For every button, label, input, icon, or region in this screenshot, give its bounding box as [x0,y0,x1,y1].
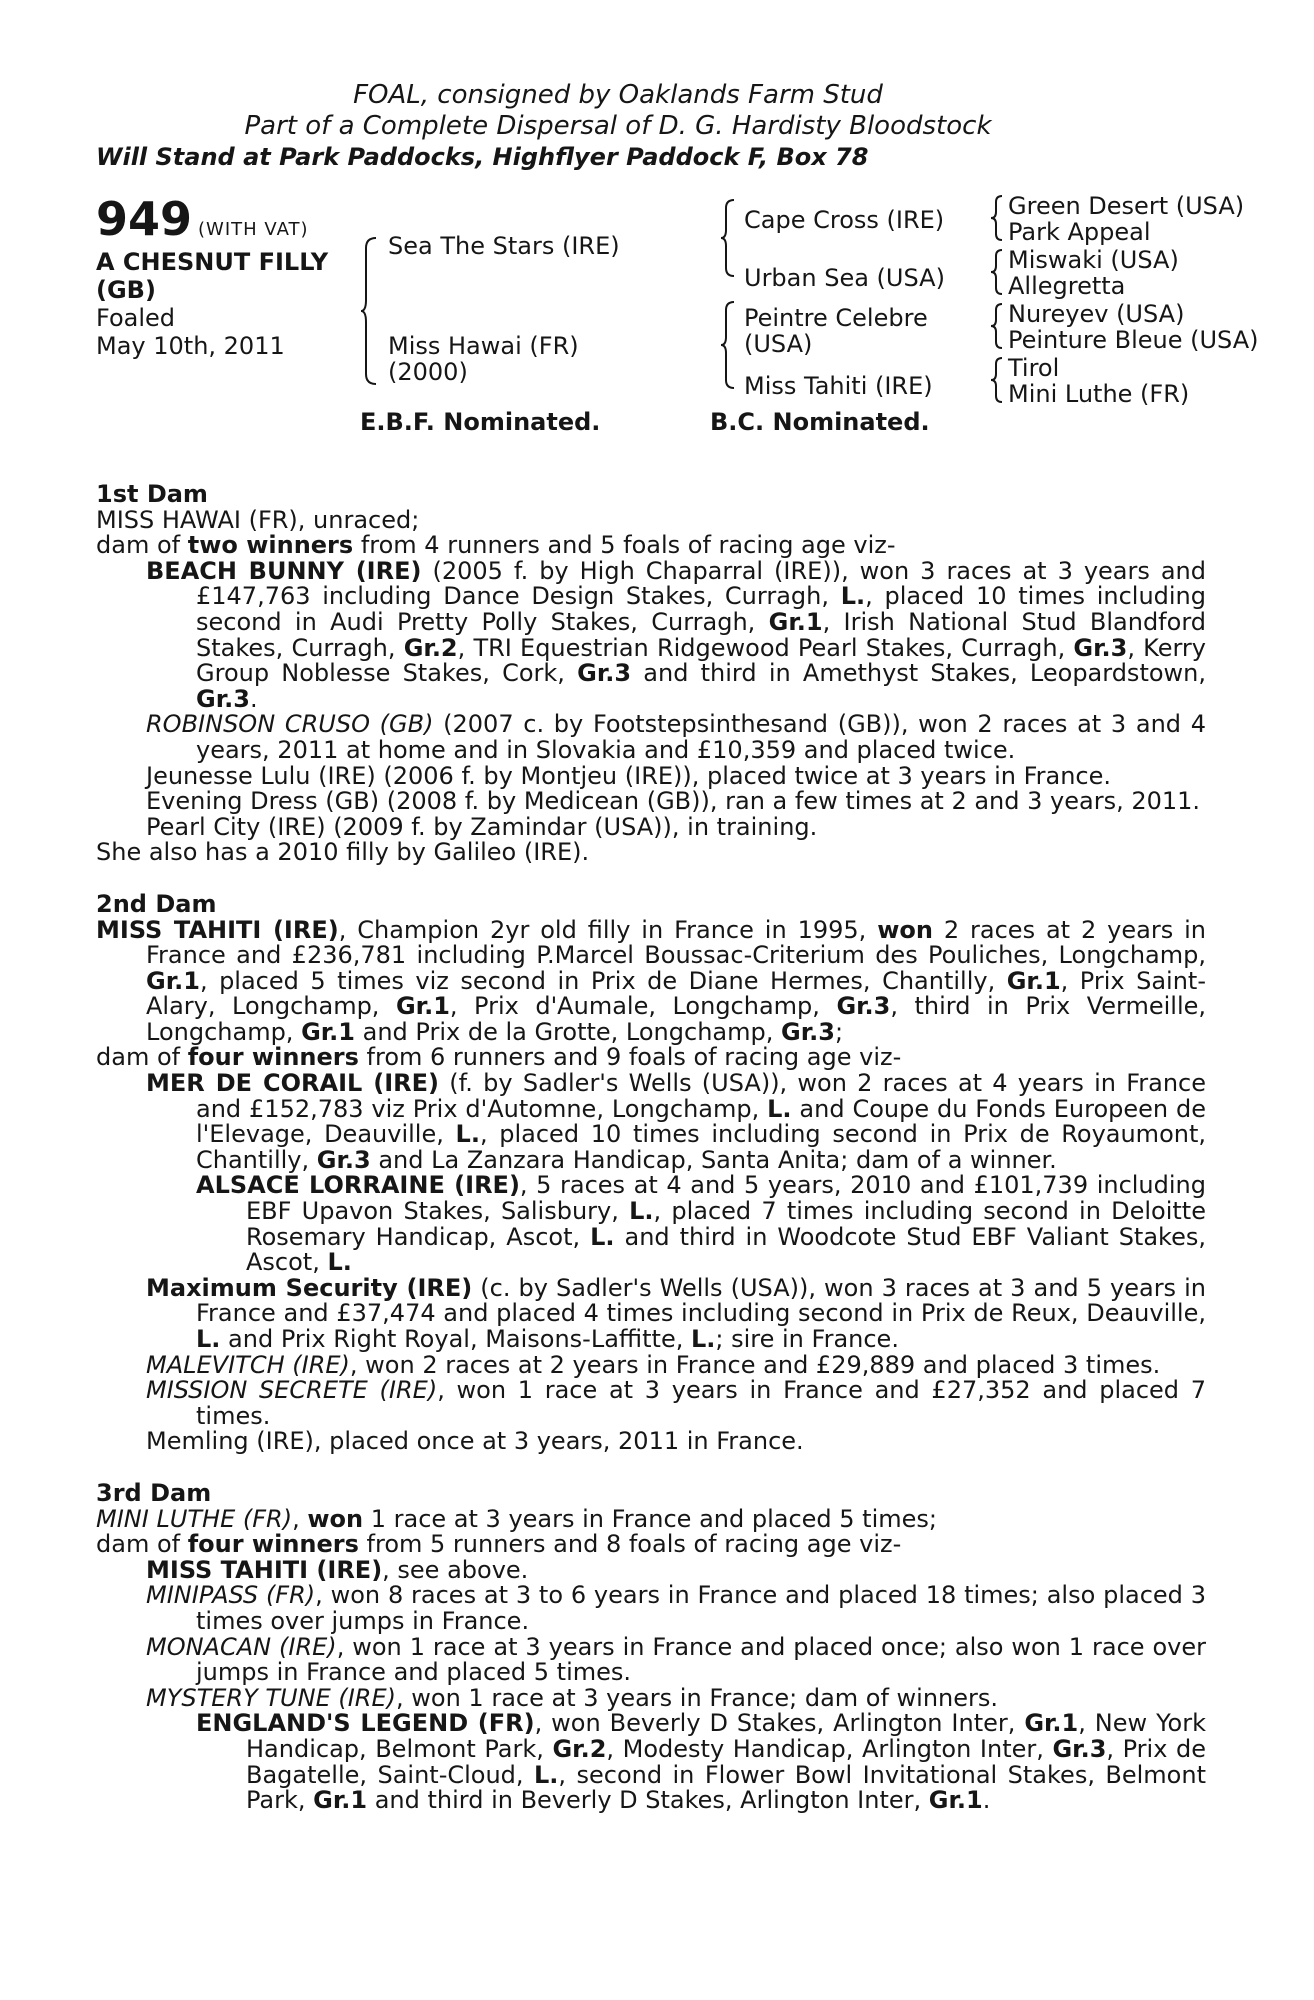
first-dam-entry [96,812,1206,841]
text-run: , 5 races at 4 and 5 years, 2010 and £101,739 including EBF Upavon Stakes, Salisbury, [246,1171,1206,1226]
pedigree-bracket [360,236,378,386]
italic-run: MINI LUTHE (FR) [96,1504,293,1533]
dam-sire-line2: (USA) [744,330,813,358]
bold-run: Gr.2 [552,1734,607,1763]
third-dam-intro [96,1504,1206,1533]
text-run: (c. by Sadler's Wells (USA)), won 3 races at 3 and 5 years in France and £37,474 and placed 4 times including second in Prix de Reux, Deauville, [196,1273,1206,1328]
second-dam-entry [96,1173,1206,1275]
foaled-label: Foaled [96,304,176,332]
third-dam-entry [96,1583,1206,1634]
first-dam-summary [96,533,1206,559]
lot-number: 949 [96,192,193,246]
text-run: 2 races at 2 years in France and £236,781 including P.Marcel Boussac-Criterium des Pouliches, Longchamp, [146,915,1207,970]
dam-sire-sire: Nureyev (USA) [1008,300,1185,328]
ebf-nominated: E.B.F. Nominated. [360,408,601,436]
dam-sire-line1: Peintre Celebre [744,304,928,332]
second-dam-entry [96,1273,1206,1353]
bold-run: won [877,915,933,944]
text-run: Memling (IRE), placed once at 3 years, 2011 in France. [146,1427,804,1456]
dam-sire-dam: Peinture Bleue (USA) [1008,326,1259,354]
text-run: . [982,1786,991,1815]
stable-location: Will Stand at Park Paddocks, Highflyer Paddock F, Box 78 [96,143,869,171]
italic-run: MYSTERY TUNE (IRE) [146,1683,397,1712]
text-run: , Prix d'Aumale, Longchamp, [449,992,837,1021]
text-run: dam of [96,1043,188,1072]
text-run: , won 8 races at 3 to 6 years in France and placed 18 times; also placed 3 times over jumps in France. [196,1581,1206,1635]
first-dam-entry [96,712,1206,763]
lot-name-line1: A CHESNUT FILLY [96,248,329,276]
text-run: (2007 c. by Footstepsinthesand (GB)), won 2 races at 3 and 4 years, 2011 at home and in Slovakia and £10,359 and placed twice. [196,710,1206,764]
text-run: , Irish National Stud Blandford Stakes, Curragh, [196,607,1206,662]
pedigree-bracket [720,300,736,390]
second-dam-heading: 2nd Dam [96,889,217,918]
bold-run: Gr.1 [395,992,450,1021]
text-run: , won 2 races at 2 years in France and £29,889 and placed 3 times. [349,1350,1161,1379]
text-run: and third in Amethyst Stakes, Leopardstown, [631,659,1207,688]
text-run: ; [834,1017,844,1046]
dam-line1: Miss Hawai (FR) [388,332,579,360]
text-run: Jeunesse Lulu (IRE) (2006 f. by Montjeu (IRE)), placed twice at 3 years in France. [146,761,1112,790]
bold-run: Gr.1 [768,607,823,636]
third-dam-entry [96,1555,1206,1584]
first-dam-intro: MISS HAWAI (FR), unraced; [96,505,420,534]
dam-dam-dam: Mini Luthe (FR) [1008,380,1190,408]
produce-record [96,482,1206,1814]
text-run: , second in Flower Bowl Invitational Stakes, Belmont Park, [246,1760,1206,1815]
bold-run: Gr.3 [1052,1734,1107,1763]
text-run: , won 1 race at 3 years in France and placed once; also won 1 race over jumps in France and placed 5 times. [196,1632,1207,1687]
text-run: , third in Prix Vermeille, Longchamp, [146,992,1207,1046]
second-dam-intro [96,915,1207,1046]
first-dam-entry [96,556,1207,713]
sire-dam-sire: Miswaki (USA) [1008,246,1179,274]
bold-run: Gr.1 [313,1786,368,1815]
text-run: and La Zanzara Handicap, Santa Anita; dam of a winner. [370,1145,1057,1174]
italic-run: MINIPASS (FR) [146,1581,316,1610]
bold-run: L. [327,1248,352,1277]
bold-run: BEACH BUNNY (IRE) [146,556,422,585]
text-run: , placed 7 times including second in Deloitte Rosemary Handicap, Ascot, [246,1197,1206,1251]
bold-run: MISS TAHITI (IRE) [146,1555,383,1584]
text-run: , Modesty Handicap, Arlington Inter, [606,1734,1053,1763]
second-dam-summary [96,1045,1206,1071]
sire-dam: Urban Sea (USA) [744,264,945,292]
text-run: dam of [96,531,188,560]
text-run: from 6 runners and 9 foals of racing age viz- [358,1043,902,1072]
text-run: and third in Beverly D Stakes, Arlington Inter, [367,1786,929,1815]
lot-number-line [96,192,309,246]
text-run: Pearl City (IRE) (2009 f. by Zamindar (USA)), in training. [146,812,818,841]
second-dam-entry [96,1350,1206,1379]
second-dam-entry [96,1071,1206,1173]
dispersal-line: Part of a Complete Dispersal of D. G. Hardisty Bloodstock [244,111,992,141]
sire-sire: Cape Cross (IRE) [744,206,945,234]
bold-run: L. [767,1094,792,1123]
pedigree-bracket [990,248,1004,296]
bold-run: L. [196,1325,221,1353]
text-run: and Coupe du Fonds Europeen de l'Elevage, Deauville, [196,1094,1207,1149]
bold-run: Gr.1 [1006,966,1061,995]
first-dam-entry [96,789,1206,815]
dam-dam-sire: Tirol [1008,354,1060,382]
text-run: ; sire in France. [715,1325,899,1353]
text-run: , Kerry Group Noblesse Stakes, Cork, [196,633,1206,688]
dam-dam: Miss Tahiti (IRE) [744,372,933,400]
italic-run: MALEVITCH (IRE) [146,1350,350,1379]
text-run: (2005 f. by High Chaparral (IRE)), won 3 races at 3 years and £147,763 including Dance Design Stakes, Curragh, [196,556,1207,611]
catalogue-page [96,80,1259,1815]
italic-run: MONACAN (IRE) [146,1632,337,1661]
text-run: , placed 10 times including second in Prix de Royaumont, Chantilly, [196,1120,1206,1174]
text-run: from 5 runners and 8 foals of racing age viz- [358,1530,902,1559]
third-dam-entry [96,1632,1207,1687]
bold-run: Gr.3 [1073,633,1128,662]
pedigree-bracket [990,302,1004,350]
bc-nominated: B.C. Nominated. [710,408,930,436]
bold-run: L. [690,1325,716,1353]
pedigree-bracket [990,194,1004,242]
vat-note: (WITH VAT) [198,219,309,240]
sire: Sea The Stars (IRE) [388,232,620,260]
text-run: (f. by Sadler's Wells (USA)), won 2 races at 4 years in France and £152,783 viz Prix d'Automne, Longchamp, [196,1069,1206,1123]
third-dam-entry [96,1711,1206,1813]
pedigree-bracket [720,198,736,278]
text-run: , won 1 race at 3 years in France and £27,352 and placed 7 times. [196,1376,1206,1430]
foaled-date: May 10th, 2011 [96,332,285,360]
text-run: dam of [96,1530,188,1559]
text-run: , won 1 race at 3 years in France; dam of winners. [396,1683,999,1712]
bold-run: L. [455,1120,480,1149]
third-dam-entry [96,1683,1206,1712]
second-dam-entry [96,1378,1206,1429]
bold-run: Gr.1 [928,1786,983,1815]
pedigree-bracket [990,356,1004,404]
bold-run: L. [590,1222,615,1251]
sire-sire-dam: Park Appeal [1008,218,1151,246]
text-run: , won Beverly D Stakes, Arlington Inter, [534,1709,1025,1738]
text-run: , placed 10 times including second in Audi Pretty Polly Stakes, Curragh, [196,582,1206,636]
text-run: Evening Dress (GB) (2008 f. by Medicean (GB)), ran a few times at 2 and 3 years, 2011. [146,787,1201,816]
bold-run: L. [629,1197,654,1226]
pedigree-block [96,192,1259,482]
bold-run: ENGLAND'S LEGEND (FR) [196,1709,535,1738]
dam-line2: (2000) [388,358,468,386]
text-run: , Prix Saint-Alary, Longchamp, [146,966,1206,1021]
consignor-line: FOAL, consigned by Oaklands Farm Stud [353,80,883,110]
second-dam-entry [96,1429,1206,1455]
italic-run: ROBINSON CRUSO (GB) [146,710,434,739]
text-run: , TRI Equestrian Ridgewood Pearl Stakes, Curragh, [457,633,1074,662]
italic-run: MISSION SECRETE (IRE) [146,1376,438,1405]
bold-run: won [307,1504,364,1533]
text-run: and Prix Right Royal, Maisons-Laffitte, [220,1325,691,1353]
bold-run: Gr.3 [577,659,632,688]
bold-run: Maximum Security (IRE) [146,1273,473,1302]
bold-run: L. [840,582,866,611]
text-run: , [292,1504,308,1533]
lot-name-line2: (GB) [96,276,156,304]
sire-sire-sire: Green Desert (USA) [1008,192,1245,220]
bold-run: MISS TAHITI (IRE) [96,915,339,944]
text-run: 1 race at 3 years in France and placed 5 times; [363,1504,937,1533]
text-run: , see above. [382,1555,529,1584]
third-dam-heading: 3rd Dam [96,1478,212,1507]
bold-run: four winners [187,1530,359,1559]
text-run: , New York Handicap, Belmont Park, [246,1709,1207,1763]
third-dam-summary [96,1532,1206,1558]
text-run: , Prix de Bagatelle, Saint-Cloud, [246,1734,1206,1789]
first-dam-heading: 1st Dam [96,480,208,508]
sire-dam-dam: Allegretta [1008,272,1126,300]
bold-run: two winners [187,531,354,560]
text-run: and third in Woodcote Stud EBF Valiant Stakes, Ascot, [246,1222,1206,1277]
first-dam-entry [96,761,1206,790]
text-run: and Prix de la Grotte, Longchamp, [355,1017,781,1046]
text-run: , Champion 2yr old filly in France in 1995, [338,915,878,944]
text-run: . [249,684,258,713]
bold-run: L. [533,1760,559,1789]
text-run: from 4 runners and 5 foals of racing age viz- [353,531,896,560]
bold-run: Gr.1 [1024,1709,1079,1738]
bold-run: Gr.1 [146,966,200,995]
bold-run: four winners [187,1043,359,1072]
text-run: , placed 5 times viz second in Prix de Diane Hermes, Chantilly, [199,966,1007,995]
bold-run: MER DE CORAIL (IRE) [146,1069,439,1098]
bold-run: Gr.3 [781,1017,835,1046]
bold-run: Gr.3 [196,684,250,713]
bold-run: ALSACE LORRAINE (IRE) [196,1171,520,1200]
first-dam-closing: She also has a 2010 filly by Galileo (IRE). [96,838,590,867]
bold-run: Gr.3 [316,1145,371,1174]
bold-run: Gr.2 [403,633,458,662]
bold-run: Gr.3 [836,992,891,1021]
bold-run: Gr.1 [301,1017,355,1046]
